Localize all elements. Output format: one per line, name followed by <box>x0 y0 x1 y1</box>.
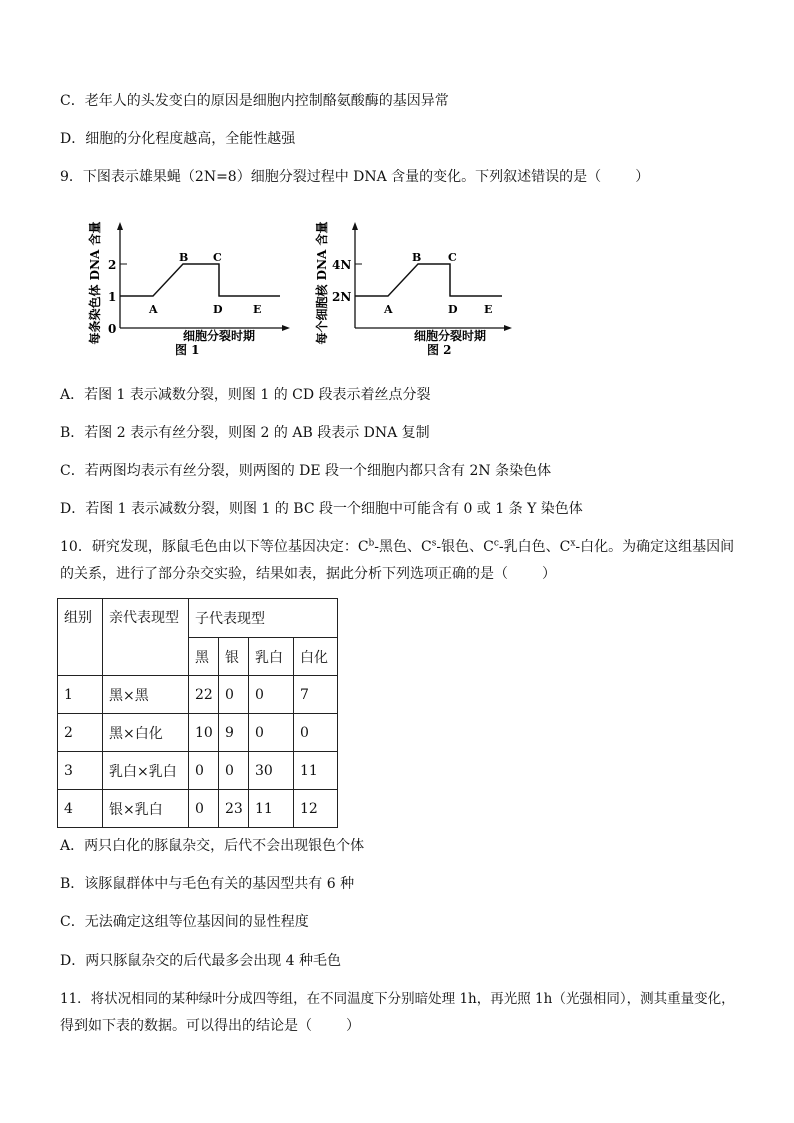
q8-option-d: D．细胞的分化程度越高，全能性越强 <box>60 131 296 147</box>
fig1-ylabel: 每条染色体 DNA 含量 <box>88 221 102 345</box>
fig2-y-arrow <box>352 222 358 230</box>
q9-option-d: D．若图 1 表示减数分裂，则图 1 的 BC 段一个细胞中可能含有 0 或 1 条 Y 染色体 <box>60 501 583 517</box>
fig1-ytick-1: 1 <box>108 290 117 304</box>
cell-value: 0 <box>294 714 338 752</box>
fig1-xlabel: 细胞分裂时期 <box>183 329 256 343</box>
cell-value: 0 <box>219 676 249 714</box>
cell-value: 0 <box>249 714 294 752</box>
header-black: 黑 <box>189 638 219 676</box>
cell-value: 23 <box>219 790 249 828</box>
fig1-point-e: E <box>253 303 262 316</box>
q10-cross-table <box>57 598 338 828</box>
header-parent: 亲代表现型 <box>103 599 189 676</box>
allele-x-sup: x <box>570 538 576 549</box>
figure-1-chart <box>85 213 295 363</box>
q10-stem-part: -白化。为确定这组基因间 <box>575 539 735 555</box>
fig2-caption: 图 2 <box>427 343 452 357</box>
q9-stem <box>60 168 649 186</box>
fig1-dna-line <box>120 264 280 296</box>
table-row <box>58 752 338 790</box>
cell-group: 1 <box>58 676 103 714</box>
header-offspring: 子代表现型 <box>189 599 338 638</box>
q8-option-c: C．老年人的头发变白的原因是细胞内控制酪氨酸酶的基因异常 <box>60 93 449 109</box>
header-albino: 白化 <box>294 638 338 676</box>
q11-stem-line1: 11．将状况相同的某种绿叶分成四等组，在不同温度下分别暗处理 1h，再光照 1h（光强相同），测其重量变化， <box>60 991 735 1007</box>
fig1-ytick-0: 0 <box>108 322 117 336</box>
fig2-point-e: E <box>484 303 493 316</box>
q11-stem-line2 <box>60 1017 360 1035</box>
fig2-point-d: D <box>448 303 458 316</box>
figure-2-chart <box>312 213 522 363</box>
cell-parent: 黑×黑 <box>103 676 189 714</box>
q9-option-a: A．若图 1 表示减数分裂，则图 1 的 CD 段表示着丝点分裂 <box>60 387 431 403</box>
cell-value: 12 <box>294 790 338 828</box>
fig2-point-b: B <box>412 251 422 264</box>
q10-stem-part: -乳白色、C <box>498 539 571 555</box>
cell-parent: 乳白×乳白 <box>103 752 189 790</box>
allele-s-sup: s <box>431 538 437 549</box>
cell-group: 2 <box>58 714 103 752</box>
q9-option-c: C．若两图均表示有丝分裂，则两图的 DE 段一个细胞内都只含有 2N 条染色体 <box>60 463 552 479</box>
q10-stem-close: ） <box>542 566 556 582</box>
q11-stem-close: ） <box>346 1018 360 1034</box>
q11-stem-part: 得到如下表的数据。可以得出的结论是（ <box>60 1018 312 1034</box>
fig1-point-d: D <box>213 303 223 316</box>
fig2-dna-line <box>355 264 502 296</box>
cell-value: 0 <box>189 752 219 790</box>
fig1-point-c: C <box>213 251 222 264</box>
cell-value: 0 <box>189 790 219 828</box>
fig2-xlabel: 细胞分裂时期 <box>414 329 487 343</box>
cell-value: 11 <box>294 752 338 790</box>
cell-value: 22 <box>189 676 219 714</box>
cell-value: 0 <box>219 752 249 790</box>
cell-value: 7 <box>294 676 338 714</box>
q10-stem-part: 10．研究发现，豚鼠毛色由以下等位基因决定：C <box>60 539 369 555</box>
fig2-ytick-2n: 2N <box>332 290 352 304</box>
fig1-caption: 图 1 <box>175 343 200 357</box>
cell-value: 10 <box>189 714 219 752</box>
table-row <box>58 714 338 752</box>
q10-stem-line2 <box>60 565 556 583</box>
q10-stem-part: -银色、C <box>436 539 494 555</box>
allele-c-sup: c <box>493 538 499 549</box>
q10-stem-part: 的关系，进行了部分杂交实验，结果如表，据此分析下列选项正确的是（ <box>60 566 508 582</box>
q10-stem-part: -黑色、C <box>374 539 432 555</box>
q10-stem-line1 <box>60 538 734 556</box>
cell-value: 30 <box>249 752 294 790</box>
fig2-ylabel: 每个细胞核 DNA 含量 <box>315 221 329 345</box>
allele-b-sup: b <box>368 538 375 549</box>
header-group: 组别 <box>58 599 103 676</box>
q9-stem-text: 9．下图表示雄果蝇（2N=8）细胞分裂过程中 DNA 含量的变化。下列叙述错误的是（ <box>60 169 602 185</box>
q10-option-c: C．无法确定这组等位基因间的显性程度 <box>60 914 309 930</box>
q10-option-b: B．该豚鼠群体中与毛色有关的基因型共有 6 种 <box>60 876 355 892</box>
cell-group: 4 <box>58 790 103 828</box>
q9-option-b: B．若图 2 表示有丝分裂，则图 2 的 AB 段表示 DNA 复制 <box>60 425 430 441</box>
fig1-ytick-2: 2 <box>108 258 117 272</box>
q10-option-a: A．两只白化的豚鼠杂交，后代不会出现银色个体 <box>60 838 365 854</box>
header-silver: 银 <box>219 638 249 676</box>
table-row <box>58 676 338 714</box>
fig2-x-arrow <box>504 325 512 331</box>
fig1-point-b: B <box>179 251 189 264</box>
fig1-point-a: A <box>149 303 158 316</box>
header-cream: 乳白 <box>249 638 294 676</box>
cell-value: 11 <box>249 790 294 828</box>
q9-stem-close: ） <box>635 169 650 185</box>
fig2-point-c: C <box>448 251 457 264</box>
cell-value: 9 <box>219 714 249 752</box>
fig1-y-arrow <box>117 222 123 230</box>
q10-option-d: D．两只豚鼠杂交的后代最多会出现 4 种毛色 <box>60 953 342 969</box>
cell-parent: 银×乳白 <box>103 790 189 828</box>
cell-group: 3 <box>58 752 103 790</box>
cell-value: 0 <box>249 676 294 714</box>
fig2-ytick-4n: 4N <box>332 258 352 272</box>
fig1-x-arrow <box>282 325 290 331</box>
fig2-point-a: A <box>384 303 393 316</box>
table-row <box>58 790 338 828</box>
cell-parent: 黑×白化 <box>103 714 189 752</box>
